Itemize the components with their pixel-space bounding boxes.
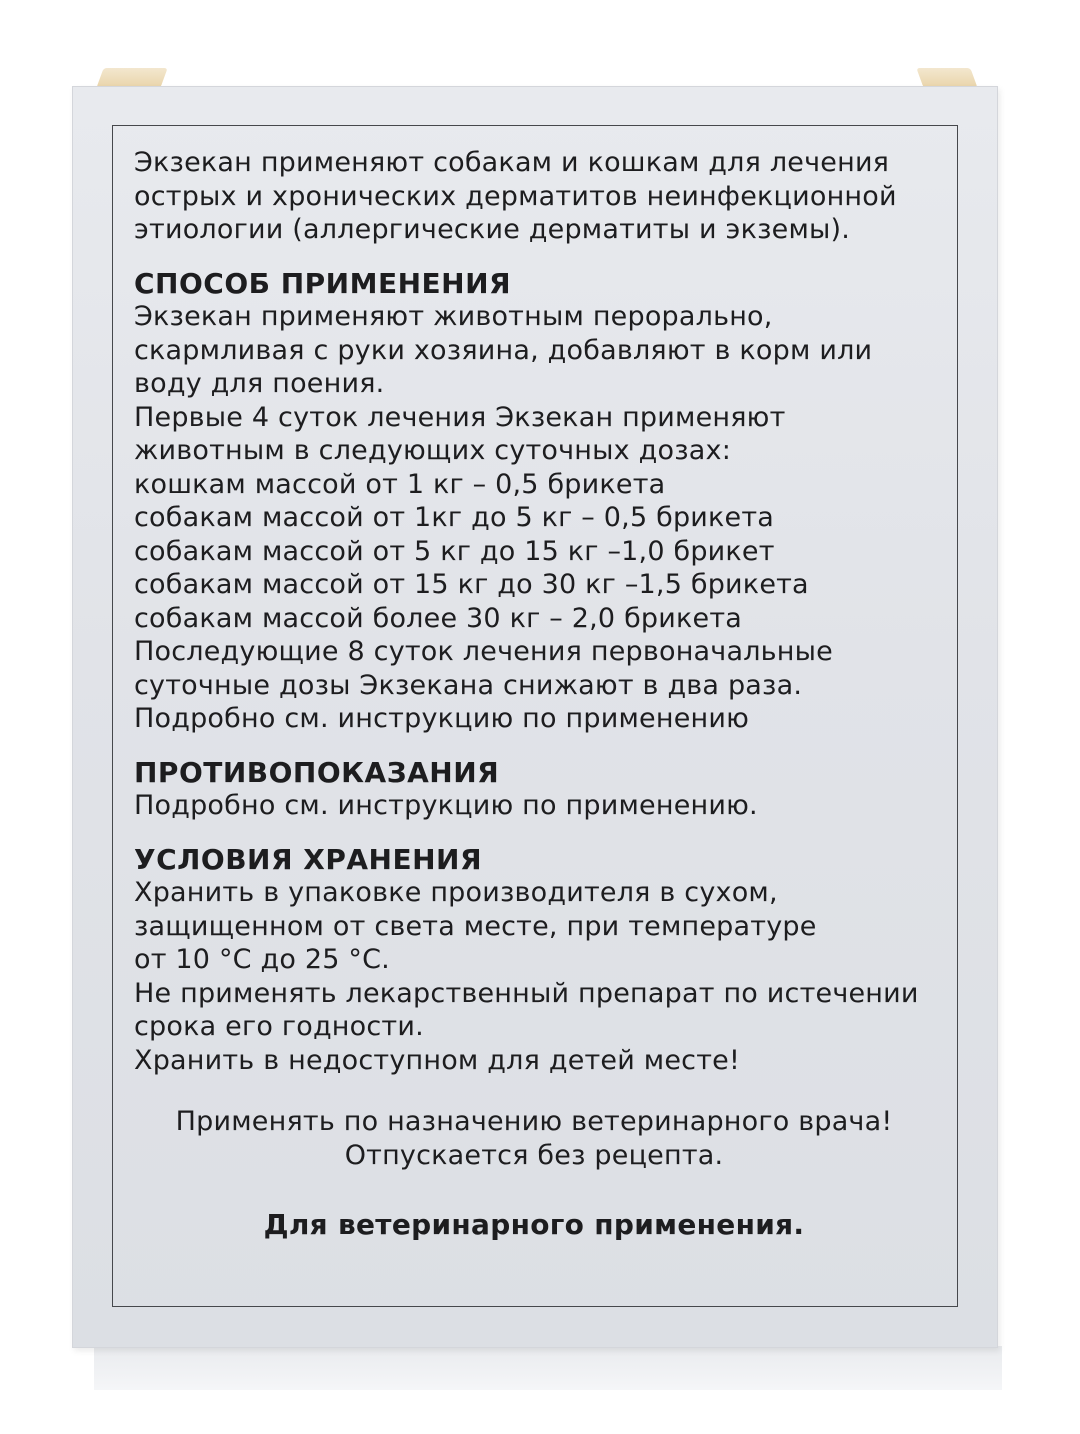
dose-line: кошкам массой от 1 кг – 0,5 брикета: [134, 468, 666, 500]
storage-line: Хранить в недоступном для детей месте!: [134, 1044, 740, 1076]
method-line: суточные дозы Экзекана снижают в два раза.: [134, 669, 803, 701]
contraindications-heading: ПРОТИВОПОКАЗАНИЯ: [134, 755, 500, 789]
method-line: Экзекан применяют животным перорально,: [134, 301, 773, 332]
intro-line: острых и хронических дерматитов неинфекционной: [134, 180, 897, 212]
box-flap-left: [96, 68, 167, 88]
dose-line: собакам массой более 30 кг – 2,0 брикета: [134, 602, 742, 634]
storage-section: [134, 843, 934, 1078]
storage-line: от 10 °С до 25 °С.: [134, 944, 390, 975]
storage-line: Не применять лекарственный препарат по истечении: [134, 977, 919, 1009]
method-line: Первые 4 суток лечения Экзекан применяют: [134, 401, 786, 433]
notice-section: [134, 1105, 934, 1172]
box-flap-right: [916, 68, 977, 88]
storage-heading: УСЛОВИЯ ХРАНЕНИЯ: [134, 842, 483, 876]
box-bottom-edge: [94, 1346, 1002, 1390]
method-heading: СПОСОБ ПРИМЕНЕНИЯ: [134, 266, 512, 300]
storage-line: защищенном от света месте, при температуре: [134, 910, 817, 942]
prescription-notice: Применять по назначению ветеринарного врача!: [175, 1106, 893, 1137]
otc-notice: Отпускается без рецепта.: [344, 1139, 724, 1171]
dose-line: собакам массой от 15 кг до 30 кг –1,5 брикета: [134, 569, 809, 600]
method-line: скармливая с руки хозяина, добавляют в корм или: [134, 334, 873, 366]
veterinary-use-label: Для ветеринарного применения.: [263, 1208, 805, 1241]
package-text: [134, 146, 934, 1242]
method-line: Последующие 8 суток лечения первоначальные: [134, 636, 833, 667]
intro-line: Экзекан применяют собакам и кошкам для лечения: [134, 147, 890, 178]
contraindications-line: Подробно см. инструкцию по применению.: [134, 790, 758, 821]
intro-line: этиологии (аллергические дерматиты и экземы).: [134, 214, 851, 245]
method-section: [134, 267, 934, 736]
method-line: воду для поения.: [134, 368, 385, 399]
method-line: животным в следующих суточных дозах:: [134, 435, 731, 466]
storage-line: Хранить в упаковке производителя в сухом,: [134, 877, 778, 908]
contraindications-section: [134, 756, 934, 823]
intro-section: [134, 146, 934, 247]
storage-line: срока его годности.: [134, 1011, 424, 1042]
dose-line: собакам массой от 5 кг до 15 кг –1,0 брикет: [134, 535, 775, 567]
dose-line: собакам массой от 1кг до 5 кг – 0,5 брикета: [134, 502, 775, 533]
method-line: Подробно см. инструкцию по применению: [134, 703, 750, 734]
